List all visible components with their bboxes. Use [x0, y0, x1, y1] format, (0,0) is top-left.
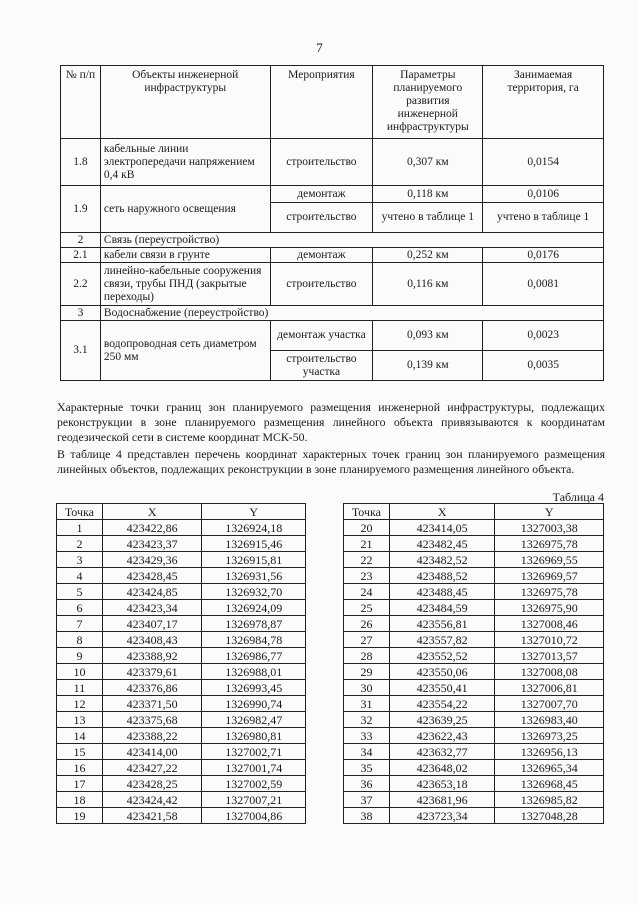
cell-x: 423554,22	[389, 696, 495, 712]
cell-y: 1327008,46	[495, 616, 604, 632]
cell-x: 423429,36	[102, 552, 202, 568]
cell-object: кабели связи в грунте	[100, 248, 270, 263]
cell-y: 1327002,59	[202, 776, 306, 792]
cell-point: 18	[57, 792, 103, 808]
header-action: Мероприятия	[270, 66, 373, 139]
cell-param: 0,307 км	[373, 139, 483, 186]
cell-y: 1326985,82	[495, 792, 604, 808]
cell-y: 1327004,86	[202, 808, 306, 824]
cell-x: 423482,52	[389, 552, 495, 568]
cell-point: 36	[344, 776, 390, 792]
header-area: Занимаемая территория, га	[483, 66, 604, 139]
cell-point: 29	[344, 664, 390, 680]
paragraph-control-points: Характерные точки границ зон планируемого размещения инженерной инфраструктуры, подлежащих реконструкции в зоне планируемого размещения линейного объекта привязываются к координатам геодезической сети в системе координат МСК-50.	[57, 400, 605, 444]
cell-action: демонтаж	[270, 186, 373, 203]
cell-y: 1326986,77	[202, 648, 306, 664]
cell-area: 0,0023	[483, 321, 604, 351]
cell-x: 423488,45	[389, 584, 495, 600]
table-row	[57, 712, 306, 728]
table-row	[61, 321, 604, 351]
header-point: Точка	[344, 504, 390, 520]
cell-param: учтено в таблице 1	[373, 203, 483, 233]
cell-point: 28	[344, 648, 390, 664]
cell-y: 1326982,47	[202, 712, 306, 728]
cell-x: 423428,25	[102, 776, 202, 792]
table-header-row	[61, 66, 604, 139]
cell-object: водопроводная сеть диаметром 250 мм	[100, 321, 270, 381]
header-param: Параметры планируемого развития инженерной инфраструктуры	[373, 66, 483, 139]
table-row	[57, 648, 306, 664]
cell-point: 21	[344, 536, 390, 552]
cell-y: 1326915,81	[202, 552, 306, 568]
table-row	[344, 680, 604, 696]
cell-y: 1326932,70	[202, 584, 306, 600]
table-row	[57, 632, 306, 648]
cell-x: 423428,45	[102, 568, 202, 584]
cell-point: 14	[57, 728, 103, 744]
cell-num: 2.1	[61, 248, 101, 263]
cell-x: 423427,22	[102, 760, 202, 776]
cell-x: 423552,52	[389, 648, 495, 664]
cell-x: 423424,85	[102, 584, 202, 600]
table-row	[61, 263, 604, 306]
cell-point: 13	[57, 712, 103, 728]
cell-point: 6	[57, 600, 103, 616]
cell-x: 423407,17	[102, 616, 202, 632]
cell-x: 423423,37	[102, 536, 202, 552]
cell-x: 423557,82	[389, 632, 495, 648]
table-row	[57, 728, 306, 744]
cell-point: 12	[57, 696, 103, 712]
cell-point: 9	[57, 648, 103, 664]
table-row	[344, 808, 604, 824]
cell-y: 1326915,46	[202, 536, 306, 552]
cell-point: 8	[57, 632, 103, 648]
cell-x: 423424,42	[102, 792, 202, 808]
cell-area: 0,0154	[483, 139, 604, 186]
cell-x: 423375,68	[102, 712, 202, 728]
cell-action: строительство	[270, 263, 373, 306]
table-row	[57, 520, 306, 536]
cell-point: 10	[57, 664, 103, 680]
cell-x: 423648,02	[389, 760, 495, 776]
cell-point: 38	[344, 808, 390, 824]
cell-y: 1326969,55	[495, 552, 604, 568]
section-row	[61, 233, 604, 248]
table-row	[344, 776, 604, 792]
cell-y: 1326988,01	[202, 664, 306, 680]
cell-y: 1326975,78	[495, 584, 604, 600]
cell-x: 423681,96	[389, 792, 495, 808]
cell-y: 1327007,21	[202, 792, 306, 808]
cell-point: 23	[344, 568, 390, 584]
header-object: Объекты инженерной инфраструктуры	[100, 66, 270, 139]
cell-x: 423556,81	[389, 616, 495, 632]
cell-point: 20	[344, 520, 390, 536]
table-row	[344, 568, 604, 584]
cell-y: 1326969,57	[495, 568, 604, 584]
cell-x: 423488,52	[389, 568, 495, 584]
table-row	[344, 696, 604, 712]
table-row	[344, 712, 604, 728]
cell-y: 1326965,34	[495, 760, 604, 776]
table-row	[57, 744, 306, 760]
cell-point: 35	[344, 760, 390, 776]
table-row	[344, 632, 604, 648]
table-row	[344, 760, 604, 776]
cell-point: 1	[57, 520, 103, 536]
cell-x: 423376,86	[102, 680, 202, 696]
cell-y: 1326968,45	[495, 776, 604, 792]
coordinates-table-right	[343, 503, 604, 824]
table-row	[57, 616, 306, 632]
cell-object: сеть наружного освещения	[100, 186, 270, 233]
cell-x: 423423,34	[102, 600, 202, 616]
cell-num: 1.9	[61, 186, 101, 233]
cell-point: 22	[344, 552, 390, 568]
header-num: № п/п	[61, 66, 101, 139]
cell-x: 423421,58	[102, 808, 202, 824]
table-row	[57, 760, 306, 776]
cell-param: 0,252 км	[373, 248, 483, 263]
cell-y: 1327006,81	[495, 680, 604, 696]
cell-num: 3	[61, 306, 101, 321]
cell-y: 1326975,90	[495, 600, 604, 616]
cell-action: строительство	[270, 203, 373, 233]
cell-y: 1326978,87	[202, 616, 306, 632]
paragraph-table4-intro: В таблице 4 представлен перечень координат характерных точек границ зон планируемого размещения линейных объектов, подлежащих реконструкции в зоне планируемого размещения линейного объекта.	[57, 447, 605, 476]
cell-param: 0,118 км	[373, 186, 483, 203]
header-point: Точка	[57, 504, 103, 520]
cell-point: 30	[344, 680, 390, 696]
cell-area: учтено в таблице 1	[483, 203, 604, 233]
cell-y: 1326983,40	[495, 712, 604, 728]
table-row	[344, 616, 604, 632]
cell-y: 1327010,72	[495, 632, 604, 648]
page-number: 7	[316, 40, 323, 55]
header-y: Y	[495, 504, 604, 520]
cell-action: строительство	[270, 139, 373, 186]
cell-y: 1326990,74	[202, 696, 306, 712]
cell-param: 0,139 км	[373, 351, 483, 381]
table-row	[57, 808, 306, 824]
coord-header-row	[344, 504, 604, 520]
cell-point: 31	[344, 696, 390, 712]
header-x: X	[389, 504, 495, 520]
cell-y: 1326924,09	[202, 600, 306, 616]
cell-y: 1326980,81	[202, 728, 306, 744]
cell-y: 1327002,71	[202, 744, 306, 760]
table-row	[57, 776, 306, 792]
cell-y: 1326975,78	[495, 536, 604, 552]
cell-x: 423379,61	[102, 664, 202, 680]
cell-x: 423371,50	[102, 696, 202, 712]
cell-point: 37	[344, 792, 390, 808]
table-row	[57, 536, 306, 552]
cell-y: 1327003,38	[495, 520, 604, 536]
cell-x: 423550,06	[389, 664, 495, 680]
header-x: X	[102, 504, 202, 520]
cell-point: 15	[57, 744, 103, 760]
cell-point: 11	[57, 680, 103, 696]
table-row	[344, 744, 604, 760]
table-row	[344, 600, 604, 616]
cell-y: 1327013,57	[495, 648, 604, 664]
cell-x: 423414,05	[389, 520, 495, 536]
cell-point: 2	[57, 536, 103, 552]
table-row	[344, 664, 604, 680]
cell-num: 2	[61, 233, 101, 248]
cell-point: 5	[57, 584, 103, 600]
cell-point: 32	[344, 712, 390, 728]
cell-y: 1326973,25	[495, 728, 604, 744]
section-row	[61, 306, 604, 321]
cell-y: 1327001,74	[202, 760, 306, 776]
cell-x: 423414,00	[102, 744, 202, 760]
cell-y: 1326993,45	[202, 680, 306, 696]
header-y: Y	[202, 504, 306, 520]
cell-x: 423388,22	[102, 728, 202, 744]
cell-x: 423653,18	[389, 776, 495, 792]
section-title: Водоснабжение (переустройство)	[100, 306, 603, 321]
cell-point: 33	[344, 728, 390, 744]
cell-point: 26	[344, 616, 390, 632]
cell-y: 1327048,28	[495, 808, 604, 824]
section-title: Связь (переустройство)	[100, 233, 603, 248]
table-row	[344, 648, 604, 664]
coordinates-table-left	[56, 503, 306, 824]
cell-point: 24	[344, 584, 390, 600]
cell-point: 17	[57, 776, 103, 792]
cell-x: 423723,34	[389, 808, 495, 824]
cell-point: 4	[57, 568, 103, 584]
table-row	[344, 552, 604, 568]
cell-x: 423632,77	[389, 744, 495, 760]
table-row	[57, 552, 306, 568]
cell-point: 7	[57, 616, 103, 632]
cell-x: 423484,59	[389, 600, 495, 616]
cell-y: 1326984,78	[202, 632, 306, 648]
table-row	[344, 520, 604, 536]
cell-area: 0,0035	[483, 351, 604, 381]
cell-y: 1326924,18	[202, 520, 306, 536]
cell-area: 0,0176	[483, 248, 604, 263]
table-row	[61, 186, 604, 203]
table-row	[57, 792, 306, 808]
cell-action: строительство участка	[270, 351, 373, 381]
cell-action: демонтаж	[270, 248, 373, 263]
table-row	[344, 536, 604, 552]
cell-x: 423388,92	[102, 648, 202, 664]
cell-x: 423408,43	[102, 632, 202, 648]
table-row	[61, 139, 604, 186]
table-row	[57, 568, 306, 584]
cell-point: 27	[344, 632, 390, 648]
cell-num: 2.2	[61, 263, 101, 306]
cell-x: 423639,25	[389, 712, 495, 728]
coord-header-row	[57, 504, 306, 520]
table-row	[57, 680, 306, 696]
table-row	[61, 248, 604, 263]
cell-x: 423622,43	[389, 728, 495, 744]
cell-area: 0,0106	[483, 186, 604, 203]
cell-point: 19	[57, 808, 103, 824]
cell-x: 423482,45	[389, 536, 495, 552]
cell-action: демонтаж участка	[270, 321, 373, 351]
cell-y: 1327008,08	[495, 664, 604, 680]
cell-x: 423550,41	[389, 680, 495, 696]
cell-point: 34	[344, 744, 390, 760]
cell-point: 3	[57, 552, 103, 568]
table4-caption: Таблица 4	[552, 490, 604, 504]
table-row	[57, 664, 306, 680]
cell-point: 16	[57, 760, 103, 776]
cell-param: 0,093 км	[373, 321, 483, 351]
cell-area: 0,0081	[483, 263, 604, 306]
cell-object: кабельные линии электропередачи напряжением 0,4 кВ	[100, 139, 270, 186]
cell-param: 0,116 км	[373, 263, 483, 306]
cell-y: 1327007,70	[495, 696, 604, 712]
cell-y: 1326931,56	[202, 568, 306, 584]
cell-x: 423422,86	[102, 520, 202, 536]
table-row	[57, 584, 306, 600]
cell-point: 25	[344, 600, 390, 616]
infrastructure-table	[60, 65, 604, 381]
table-row	[344, 792, 604, 808]
cell-num: 3.1	[61, 321, 101, 381]
table-row	[344, 728, 604, 744]
table-row	[57, 600, 306, 616]
table-row	[344, 584, 604, 600]
cell-num: 1.8	[61, 139, 101, 186]
cell-y: 1326956,13	[495, 744, 604, 760]
cell-object: линейно-кабельные сооружения связи, трубы ПНД (закрытые переходы)	[100, 263, 270, 306]
table-row	[57, 696, 306, 712]
